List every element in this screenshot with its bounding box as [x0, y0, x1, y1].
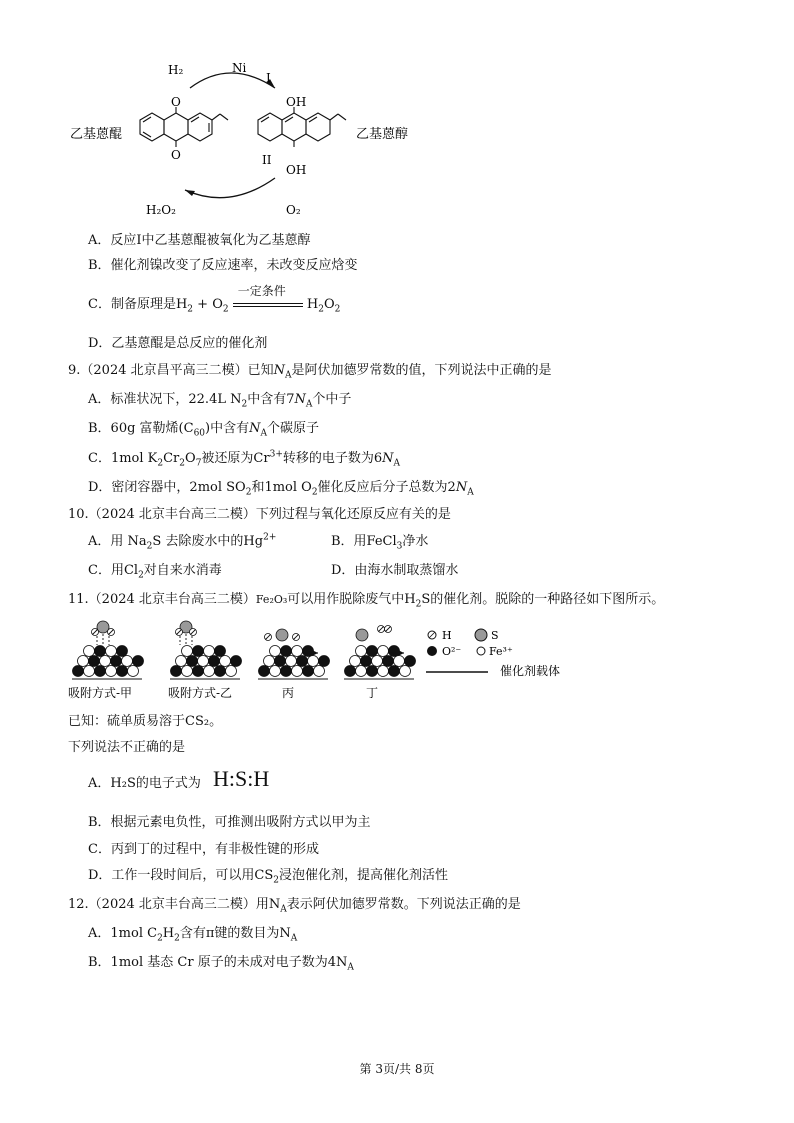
q9-b-1: B．60g 富勒烯(C: [88, 421, 194, 436]
oh-top: OH: [286, 95, 307, 109]
q9-d-2: 和1mol O: [251, 480, 312, 495]
fe3-ion: [106, 646, 117, 657]
o2-ion: [383, 656, 394, 667]
fe3-ion: [78, 656, 89, 667]
o2-ion: [95, 646, 106, 657]
page-footer: 第 3页/共 8页: [359, 1062, 435, 1076]
condition-arrow: [233, 283, 303, 312]
step-i-label: I: [266, 71, 271, 85]
condition-text: 一定条件: [237, 283, 286, 298]
q9-a-1: A．标准状况下，22.4L N: [88, 392, 242, 407]
h2s-lewis: H:S:H: [213, 766, 270, 791]
o2-ion: [319, 656, 330, 667]
fe3-ion: [356, 666, 367, 677]
q9-stem: 9.（2024 北京昌平高三二模）已知$N_A$是阿伏加德罗常数的值，下列说法中正确的是: [68, 363, 552, 381]
o2-ion: [281, 666, 292, 677]
q12-option-b: B．1mol 基态 Cr 原子的未成对电子数为$4N_A$: [88, 955, 354, 973]
q10-option-d: D．由海水制取蒸馏水: [331, 563, 459, 578]
legend-o-icon: [427, 646, 437, 656]
o2-ion: [215, 666, 226, 677]
q11-ask: 下列说法不正确的是: [68, 740, 186, 755]
o2-ion: [193, 646, 204, 657]
q11-a-2: H₂S的电子式为: [110, 776, 201, 791]
fe3-ion: [292, 646, 303, 657]
o2-ion: [117, 646, 128, 657]
o2-ion: [389, 646, 400, 657]
o2-ion: [171, 666, 182, 677]
o2-ion: [367, 646, 378, 657]
step-ii-label: II: [262, 153, 272, 167]
legend-o: O²⁻: [442, 645, 462, 658]
fe3-ion: [176, 656, 187, 667]
h2-label: H₂: [168, 63, 184, 77]
fe3-ion: [264, 656, 275, 667]
label-bing: 丙: [282, 686, 295, 700]
o2-ion: [303, 646, 314, 657]
fe3-ion: [204, 646, 215, 657]
o2-ion: [133, 656, 144, 667]
o2-ion: [361, 656, 372, 667]
o2-ion: [117, 666, 128, 677]
o2-ion: [389, 666, 400, 677]
fe3-ion: [378, 666, 389, 677]
q9-c-3: 转移的电子数为6: [282, 451, 383, 466]
q12-option-a: A．1mol $C_2H_2$含有π键的数目为$N_A$: [88, 926, 298, 944]
o2-ion: [275, 656, 286, 667]
q9-c-1: C．1mol K: [88, 451, 158, 466]
q9-b-3: 个碳原子: [266, 421, 319, 436]
q9-option-a: A．标准状况下，22.4L $N_2$中含有$7N_A$个中子: [88, 392, 352, 410]
fe3-ion: [220, 656, 231, 667]
q8-option-c: C．制备原理是$H_2 + O_2$ 一定条件 $H_2O_2$: [88, 283, 341, 315]
o2-ion: [297, 656, 308, 667]
q10-option-c: C．用$Cl_2$对自来水消毒: [88, 563, 222, 581]
q12-a-1: A．1mol C: [88, 926, 158, 941]
left-name: 乙基蒽醌: [70, 127, 123, 142]
q10-b-2: 净水: [402, 534, 429, 549]
fe3-ion: [84, 646, 95, 657]
o2-ion: [89, 656, 100, 667]
q10-c-2: 对自来水消毒: [143, 563, 222, 578]
fe3-ion: [372, 656, 383, 667]
q11-stem: 11.（2024 北京丰台高三二模）Fe₂O₃可以用作脱除废气中$H_2S$的催化剂。脱除的一种路径如下图所示。: [68, 592, 665, 610]
q10-option-b: B．用FeCl$_3$净水: [331, 534, 429, 552]
o2-label: O₂: [286, 203, 301, 217]
fe3-ion: [356, 646, 367, 657]
fe3-ion: [400, 666, 411, 677]
fe3-ion: [270, 666, 281, 677]
q9-stem-prefix: 9.（2024 北京昌平高三二模）已知: [68, 363, 274, 378]
fe3-ion: [128, 666, 139, 677]
q11-option-c: C．丙到丁的过程中，有非极性键的形成: [88, 842, 319, 857]
q10-a-2: S 去除废水中的Hg: [152, 534, 264, 549]
arrow-bottom-head: [185, 190, 195, 196]
q9-a-3: 个中子: [312, 392, 352, 407]
q10-b-1: B．用FeCl: [331, 534, 397, 549]
fe3-ion: [100, 656, 111, 667]
right-name: 乙基蒽醇: [356, 127, 409, 142]
legend-carrier: 催化剂载体: [500, 664, 561, 678]
q12-stem-1: 12.（2024 北京丰台高三二模）用N: [68, 897, 281, 912]
fe3-ion: [122, 656, 133, 667]
reaction-cycle-figure: [70, 50, 450, 225]
q11-fe2o3: Fe₂O₃: [255, 593, 288, 606]
q10-c-1: C．用Cl: [88, 563, 139, 578]
q9-option-c: C．1mol $K_2Cr_2O_7$被还原为$Cr^{3+}$转移的电子数为$6N_A$: [88, 449, 401, 469]
q10-a-1: A．用 Na: [88, 534, 147, 549]
o2-ion: [111, 656, 122, 667]
o2-ion: [209, 656, 220, 667]
q9-c-2: 被还原为Cr: [201, 451, 270, 466]
arrow-top: [190, 73, 275, 88]
q12-a-2: 含有π键的数目为N: [179, 926, 291, 941]
q12-stem-2: 表示阿伏加德罗常数。下列说法正确的是: [286, 897, 521, 912]
legend-s: S: [491, 629, 499, 642]
fe3-ion: [292, 666, 303, 677]
o2-ion: [259, 666, 270, 677]
o-top: O: [171, 95, 181, 109]
o2-ion: [215, 646, 226, 657]
q11-option-b: B．根据元素电负性，可推测出吸附方式以甲为主: [88, 815, 371, 830]
ethylanthrahydroquinone-structure: [258, 107, 346, 147]
q11-option-a: [88, 776, 201, 792]
q12-b-1: B．1mol 基态 Cr 原子的未成对电子数为4N: [88, 955, 348, 970]
o2-ion: [405, 656, 416, 667]
legend-fe: Fe³⁺: [489, 645, 513, 658]
o2-ion: [73, 666, 84, 677]
q8-option-b: B．催化剂镍改变了反应速率，未改变反应焓变: [88, 258, 358, 273]
fe3-ion: [286, 656, 297, 667]
label-yi: 吸附方式-乙: [168, 686, 233, 700]
q11-stem-2: 可以用作脱除废气中H: [287, 592, 416, 607]
q9-a-2: 中含有7: [247, 392, 295, 407]
q11-option-d: D．工作一段时间后，可以用$CS_2$浸泡催化剂，提高催化剂活性: [88, 868, 449, 886]
o-bottom: O: [171, 148, 181, 162]
fe3-ion: [314, 666, 325, 677]
fe3-ion: [106, 666, 117, 677]
o2-ion: [345, 666, 356, 677]
fe3-ion: [182, 646, 193, 657]
q8-option-a: A．反应I中乙基蒽醌被氧化为乙基蒽醇: [88, 233, 311, 248]
fe3-ion: [204, 666, 215, 677]
o2-ion: [303, 666, 314, 677]
adsorption-figure: [68, 615, 708, 707]
s-atom: [276, 629, 288, 641]
fe3-ion: [308, 656, 319, 667]
fe3-ion: [270, 646, 281, 657]
o2-ion: [95, 666, 106, 677]
legend-fe-icon: [477, 647, 485, 655]
q11-known: 已知：硫单质易溶于CS₂。: [68, 714, 223, 729]
arrow-2-head: [398, 650, 404, 656]
legend-h: H: [442, 629, 452, 642]
arrow-bottom: [185, 178, 275, 198]
q9-option-d: D．密闭容器中，2mol $SO_2$和1mol $O_2$催化反应后分子总数为$2N_A$: [88, 480, 474, 498]
q10-stem: 10.（2024 北京丰台高三二模）下列过程与氧化还原反应有关的是: [68, 507, 451, 522]
label-ding: 丁: [366, 686, 379, 700]
h2o2-label: H₂O₂: [146, 203, 176, 217]
fe3-ion: [226, 666, 237, 677]
q9-stem-suffix: 是阿伏加德罗常数的值，下列说法中正确的是: [291, 363, 552, 378]
q10-option-a: A．用 $Na_2S$ 去除废水中的$Hg^{2+}$: [88, 532, 277, 552]
q12-stem: 12.（2024 北京丰台高三二模）用$N_A$表示阿伏加德罗常数。下列说法正确的是: [68, 897, 521, 915]
arrow-1-head: [312, 650, 318, 656]
o2-ion: [187, 656, 198, 667]
fe3-ion: [350, 656, 361, 667]
ni-label: Ni: [232, 61, 247, 75]
q8-option-d: D．乙基蒽醌是总反应的催化剂: [88, 336, 268, 351]
oh-bottom: OH: [286, 163, 307, 177]
o2-ion: [281, 646, 292, 657]
fe3-ion: [84, 666, 95, 677]
q9-b-2: )中含有: [205, 421, 250, 436]
fe3-ion: [394, 656, 405, 667]
ethylanthraquinone-structure: [140, 107, 228, 147]
q11-stem-3: S的催化剂。脱除的一种路径如下图所示。: [421, 592, 665, 607]
o2-ion: [193, 666, 204, 677]
q11-stem-1: 11.（2024 北京丰台高三二模）: [68, 592, 256, 607]
fe3-ion: [198, 656, 209, 667]
fe3-ion: [378, 646, 389, 657]
o2-ion: [231, 656, 242, 667]
q9-d-1: D．密闭容器中，2mol SO: [88, 480, 246, 495]
q11-d-2: 浸泡催化剂，提高催化剂活性: [279, 868, 449, 883]
s-atom: [356, 629, 368, 641]
label-jia: 吸附方式-甲: [68, 686, 133, 700]
legend-s-icon: [475, 629, 487, 641]
q11-d-1: D．工作一段时间后，可以用CS: [88, 868, 274, 883]
q9-d-3: 催化反应后分子总数为2: [317, 480, 456, 495]
o2-ion: [367, 666, 378, 677]
q9-option-b: B．60g 富勒烯$(C_{60})$中含有$N_A$个碳原子: [88, 421, 319, 439]
fe3-ion: [182, 666, 193, 677]
q11-a-1: A．: [88, 776, 111, 791]
q8-option-c-prefix: C．制备原理是: [88, 297, 176, 312]
